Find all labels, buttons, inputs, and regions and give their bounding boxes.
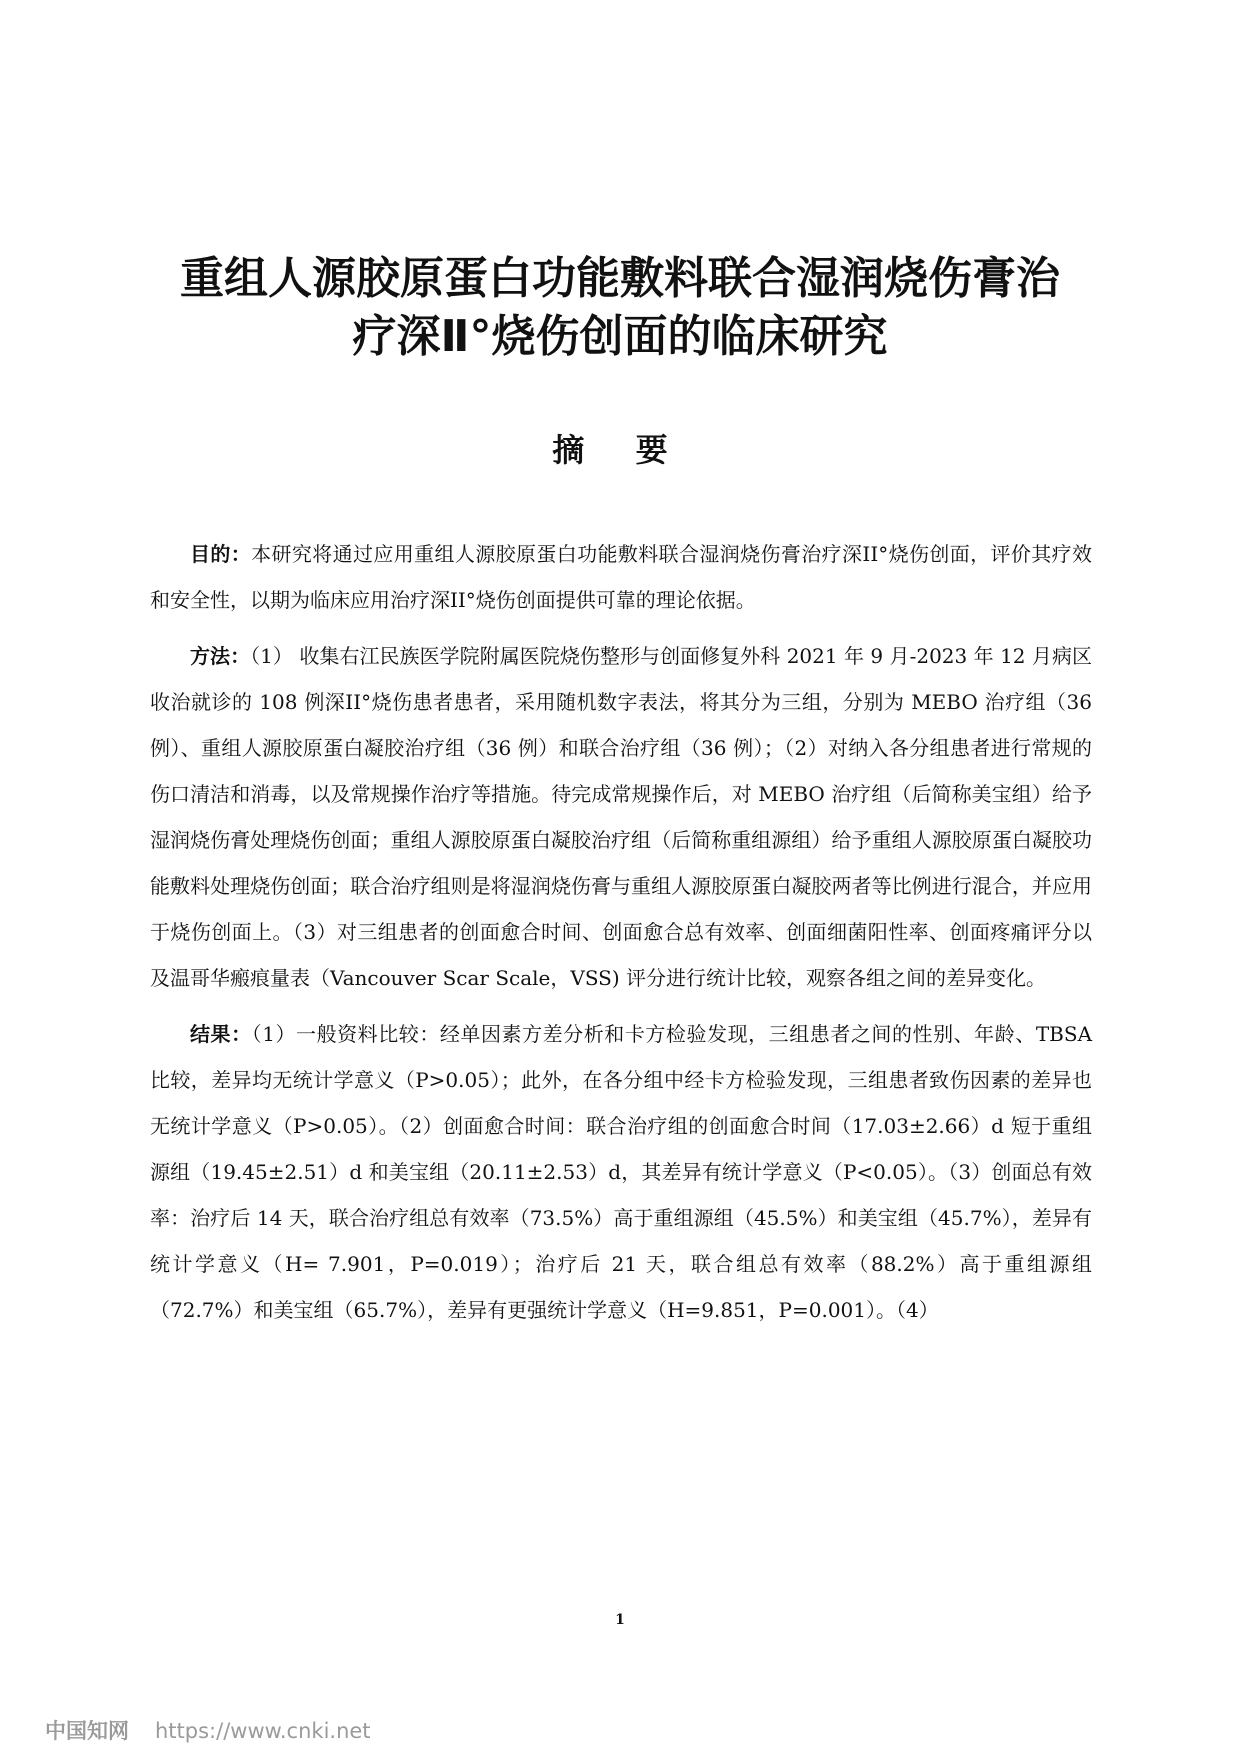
methods-text: （1） 收集右江民族医学院附属医院烧伤整形与创面修复外科 2021 年 9 月-2023 年 12 月病区收治就诊的 108 例深II°烧伤患者患者，采用随机数字表法，将其分为三组，分别为 MEBO 治疗组（36 例）、重组人源胶原蛋白凝胶治疗组（36 例）和联合治疗组（36 例）；（2）对纳入各分组患者进行常规的伤口清洁和消毒，以及常规操作治疗等措施。待完成常规操作后，对 MEBO 治疗组（后简称美宝组）给予湿润烧伤膏处理烧伤创面；重组人源胶原蛋白凝胶治疗组（后简称重组源组）给予重组人源胶原蛋白凝胶功能敷料处理烧伤创面；联合治疗组则是将湿润烧伤膏与重组人源胶原蛋白凝胶两者等比例进行混合，并应用于烧伤创面上。（3）对三组患者的创面愈合时间、创面愈合总有效率、创面细菌阳性率、创面疼痛评分以及温哥华瘢痕量表（Vancouver Scar Scale，VSS) 评分进行统计比较，观察各组之间的差异变化。 [150,644,1093,990]
objective-label: 目的： [190,542,252,566]
title-line-1: 重组人源胶原蛋白功能敷料联合湿润烧伤膏治 [180,253,1060,304]
methods-label: 方法： [190,644,251,668]
page-number: 1 [615,1612,625,1628]
title-line-2: 疗深Ⅱ°烧伤创面的临床研究 [352,311,888,362]
abstract-heading: 摘 要 [552,431,688,469]
objective-paragraph [150,531,1092,623]
methods-paragraph [150,633,1092,1001]
footer-watermark [45,1715,371,1745]
abstract-body [150,531,1092,1343]
cnki-logo-text: 中国知网 [45,1719,129,1743]
cnki-url: https://www.cnki.net [155,1719,371,1743]
paper-title [120,250,1120,366]
results-paragraph [150,1011,1092,1333]
results-text: （1）一般资料比较：经单因素方差分析和卡方检验发现，三组患者之间的性别、年龄、TBSA 比较，差异均无统计学意义（P>0.05）；此外，在各分组中经卡方检验发现，三组患者致伤因素的差异也无统计学意义（P>0.05）。（2）创面愈合时间：联合治疗组的创面愈合时间（17.03±2.66）d 短于重组源组（19.45±2.51）d 和美宝组（20.11±2.53）d，其差异有统计学意义（P<0.05）。（3）创面总有效率：治疗后 14 天，联合治疗组总有效率（73.5%）高于重组源组（45.5%）和美宝组（45.7%），差异有统计学意义（H= 7.901，P=0.019）；治疗后 21 天，联合组总有效率（88.2%）高于重组源组（72.7%）和美宝组（65.7%），差异有更强统计学意义（H=9.851，P=0.001）。（4） [150,1022,1093,1322]
objective-text: 本研究将通过应用重组人源胶原蛋白功能敷料联合湿润烧伤膏治疗深II°烧伤创面，评价其疗效和安全性，以期为临床应用治疗深II°烧伤创面提供可靠的理论依据。 [150,542,1092,612]
results-label: 结果： [190,1022,252,1046]
